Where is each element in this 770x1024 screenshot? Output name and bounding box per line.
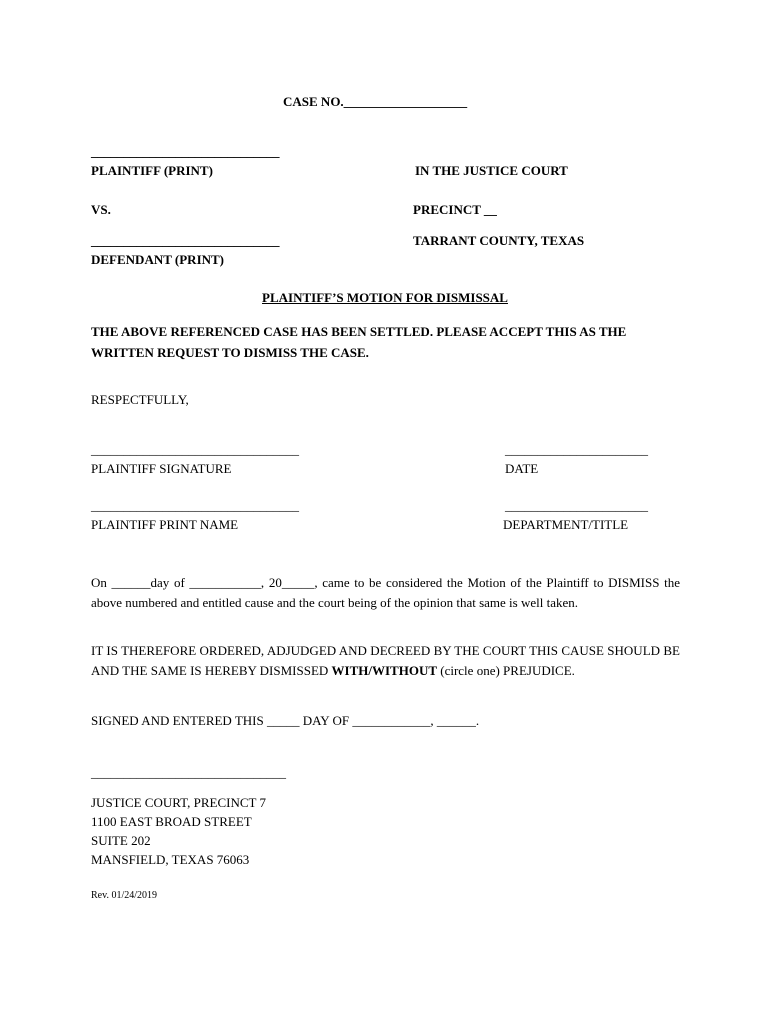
address-line-1: JUSTICE COURT, PRECINCT 7 [91,795,266,810]
county-label: TARRANT COUNTY, TEXAS [413,233,585,248]
plaintiff-print-name-line: ________________________________ [91,498,299,513]
department-title-line: ______________________ [505,498,648,513]
order-dismissal-text-end: (circle one) PREJUDICE. [437,662,575,678]
order-dismissal-text: IT IS THEREFORE ORDERED, ADJUDGED AND DECREED BY THE COURT THIS CAUSE SHOULD BE AND THE SAME IS HEREBY DISMISSED [91,643,680,678]
order-dismissal-paragraph [91,641,680,680]
judge-signature-line: ______________________________ [91,765,286,780]
order-considered-paragraph: On ______day of ___________, 20_____, came to be considered the Motion of the Plaintiff to DISMISS the above numbered and entitled cause and the court being of the opinion that same is well taken. [91,575,680,610]
revision-date: Rev. 01/24/2019 [91,890,158,901]
plaintiff-signature-label: PLAINTIFF SIGNATURE [91,461,232,476]
closing-respectfully: RESPECTFULLY, [91,392,189,407]
plaintiff-signature-line: ________________________________ [91,442,299,457]
court-name: IN THE JUSTICE COURT [415,163,568,178]
address-line-3: SUITE 202 [91,833,151,848]
precinct-label: PRECINCT __ [413,202,497,217]
date-line: ______________________ [505,442,648,457]
department-title-label: DEPARTMENT/TITLE [503,517,629,532]
case-number: CASE NO.___________________ [283,94,468,109]
defendant-label: DEFENDANT (PRINT) [91,252,225,267]
settlement-statement: THE ABOVE REFERENCED CASE HAS BEEN SETTLED. PLEASE ACCEPT THIS AS THE WRITTEN REQUEST TO DISMISS THE CASE. [91,324,627,360]
address-line-2: 1100 EAST BROAD STREET [91,814,252,829]
defendant-blank-line: _____________________________ [91,233,280,248]
address-line-4: MANSFIELD, TEXAS 76063 [91,852,250,867]
document-title: PLAINTIFF’S MOTION FOR DISMISSAL [262,290,508,305]
with-without-choice: WITH/WITHOUT [331,662,437,678]
signed-entered-line: SIGNED AND ENTERED THIS _____ DAY OF ____________, ______. [91,713,480,728]
plaintiff-label: PLAINTIFF (PRINT) [91,163,213,178]
plaintiff-blank-line: _____________________________ [91,144,280,159]
versus-label: VS. [91,202,111,217]
date-label: DATE [505,461,539,476]
plaintiff-print-name-label: PLAINTIFF PRINT NAME [91,517,239,532]
